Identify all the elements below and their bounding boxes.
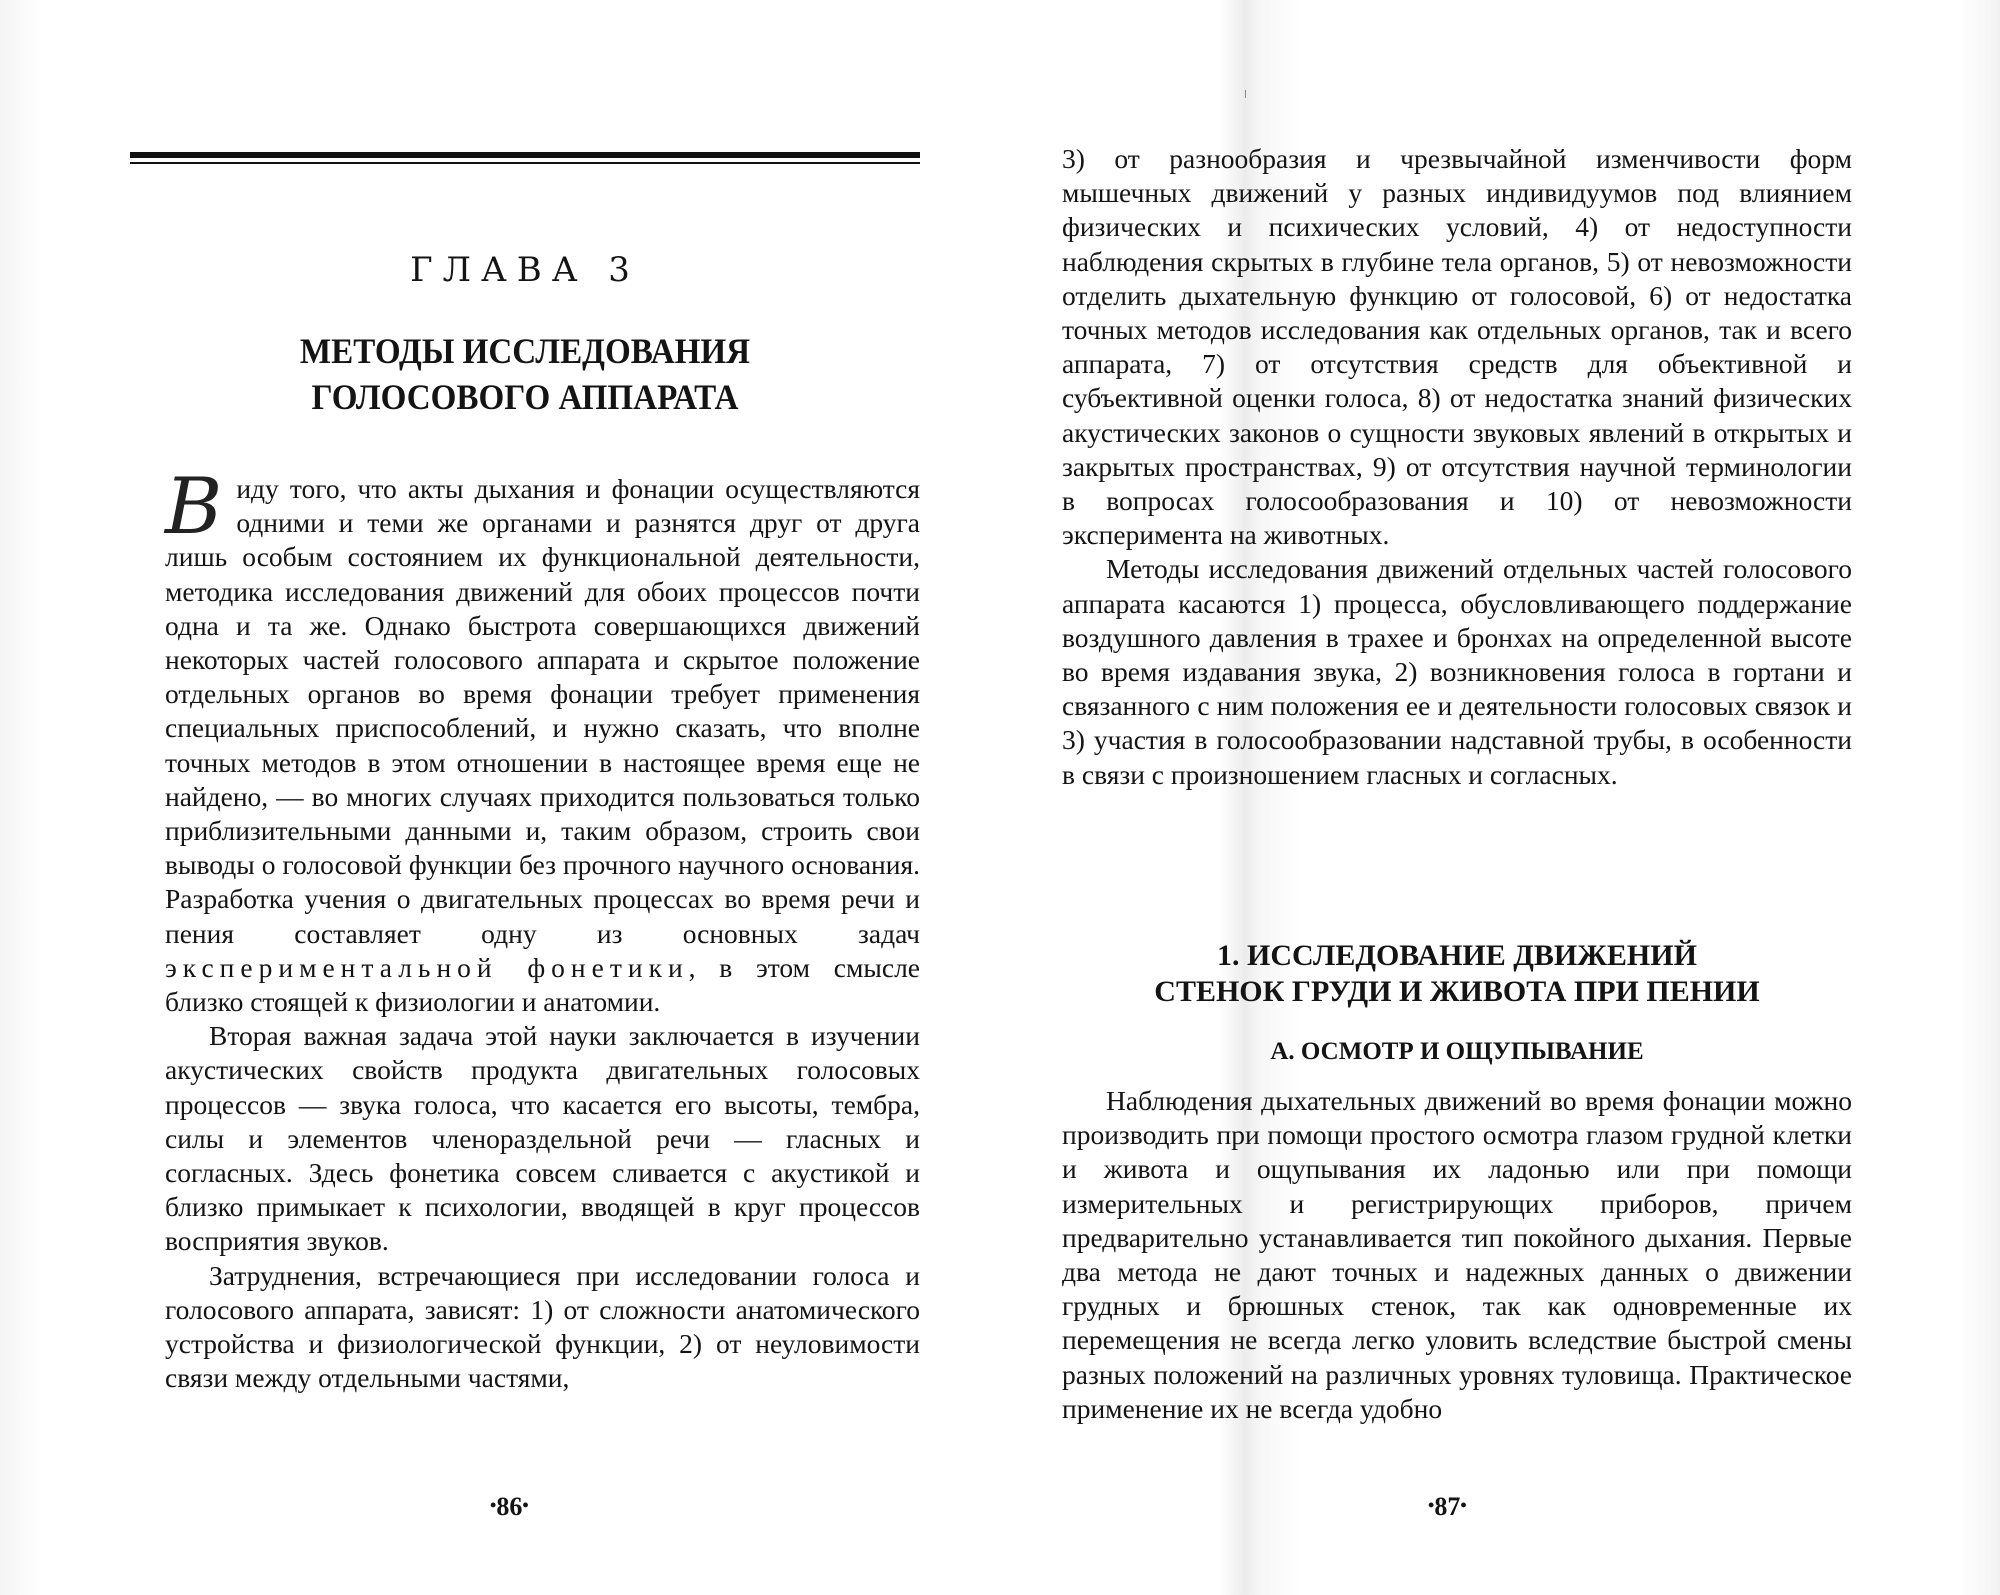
chapter-title-line1: МЕТОДЫ ИССЛЕДОВАНИЯ [299,331,751,371]
page-number-left-value: 86 [496,1492,523,1521]
page-number-right: •87• [1428,1492,1467,1521]
left-body-text [165,462,920,1395]
chapter-label: ГЛАВА 3 [410,250,640,290]
chapter-rule-thin [130,162,920,164]
page-number-left: •86• [490,1492,529,1521]
left-paragraph-1-tail: , в этом смысле близко стоящей к физиологии и анатомии. [165,951,920,1018]
chapter-title-line2: ГОЛОСОВОГО АППАРАТА [311,377,739,417]
left-paragraph-1 [165,462,920,1019]
right-paragraph-2: Методы исследования движений отдельных частей голосового аппарата касаются 1) процесса, обусловливающего поддержание воздушного давления в трахее и бронхах на определенной высоте во время издавания звука, 2) возникновения голоса в гортани и связанного с ним положения ее и деятельности голосовых связок и 3) участия в голосообразовании надставной трубы, в особенности в связи с произношением гласных и согласных. [1062,553,1852,790]
page-number-right-value: 87 [1434,1492,1461,1521]
section-title [1062,938,1852,1010]
chapter-rule-thick [130,152,920,158]
right-paragraph-1: 3) от разнообразия и чрезвычайной изменчивости форм мышечных движений у разных индивидуумов под влиянием физических и психических условий, 4) от недоступности наблюдения скрытых в глубине тела органов, 5) от невозможности отделить дыхательную функцию от голосовой, 6) от недостатка точных методов исследования как отдельных органов, так и всего аппарата, 7) от отсутствия средств для объективной и субъективной оценки голоса, 8) от недостатка знаний физических акустических законов о сущности звуковых явлений в открытых и закрытых пространствах, 9) от отсутствия научной терминологии в вопросах голосообразования и 10) от невозможности эксперимента на животных. [1062,143,1852,551]
chapter-title [162,328,889,420]
section-title-line1: 1. ИССЛЕДОВАНИЕ ДВИЖЕНИЙ [1217,939,1697,972]
section-title-line2: СТЕНОК ГРУДИ И ЖИВОТА ПРИ ПЕНИИ [1154,975,1760,1008]
emphasis-phrase: экспериментальной фонетики [165,951,689,983]
right-body-text [1062,142,1852,792]
right-paragraph-3: Наблюдения дыхательных движений во время фонации можно производить при помощи простого осмотра глазом грудной клетки и живота и ощупывания их ладонью или при помощи измерительных и регистрирующих приборов, причем предварительно устанавливается тип покойного дыхания. Первые два метода не дают точных и надежных данных о движении грудных и брюшных стенок, так как одновременные их перемещения не всегда легко уловить вследствие быстрой смены разных положений на различных уровнях туловища. Практическое применение их не всегда удобно [1062,1085,1852,1424]
subsection-title: А. ОСМОТР И ОЩУПЫВАНИЕ [1270,1038,1644,1065]
left-paragraph-2: Вторая важная задача этой науки заключается в изучении акустических свойств продукта двигательных голосовых процессов — звука голоса, что касается его высоты, тембра, силы и элементов членораздельной речи — гласных и согласных. Здесь фонетика совсем сливается с акустикой и близко примыкает к психологии, вводящей в круг процессов восприятия звуков. [165,1020,920,1257]
left-paragraph-1-text: иду того, что акты дыхания и фонации осуществляются одними и теми же органами и разнятся друг от друга лишь особым состоянием их функциональной деятельности, методика исследования движений для обоих процессов почти одна и та же. Однако быстрота совершающихся движений некоторых частей голосового аппарата и скрытое положение отдельных органов во время фонации требует применения специальных приспособлений, и нужно сказать, что вполне точных методов в этом отношении в настоящее время еще не найдено, — во многих случаях приходится пользоваться только приблизительными данными и, таким образом, строить свои выводы о голосовой функции без прочного научного основания. Разработка учения о двигательных процессах во время речи и пения составляет одну из основных задач [165,473,920,949]
right-body-text-2 [1062,1084,1852,1426]
left-paragraph-3: Затруднения, встречающиеся при исследовании голоса и голосового аппарата, зависят: 1) от сложности анатомического устройства и физиологической функции, 2) от неуловимости связи между отдельными частями, [165,1259,920,1394]
drop-cap: В [165,462,223,552]
